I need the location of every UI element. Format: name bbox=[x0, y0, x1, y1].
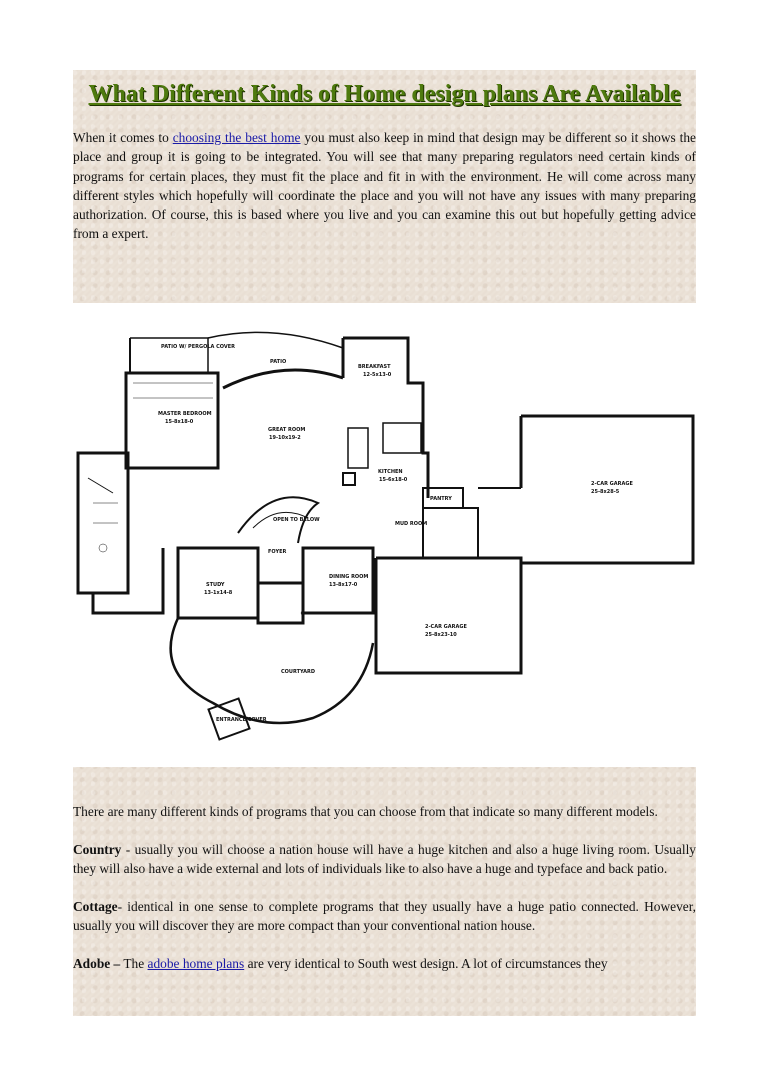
intro-text-end: you must also keep in mind that design may be different so it shows the place and group it is going to be integrated. You will see that many preparing regulators need certain kinds of programs for certain places, they must fit the place and fit in with the environment. He will come across many different styles which hopefully will coordinate the place and you will not have any issues with many preparing authorization. Of course, this is based where you live and you can examine this out but hopefully getting advice from a expert. bbox=[73, 130, 696, 242]
adobe-text-end: are very identical to South west design. A lot of circumstances they bbox=[244, 955, 608, 971]
label-dining: DINING ROOM bbox=[329, 574, 369, 580]
paragraph-cottage bbox=[73, 897, 696, 936]
document-page bbox=[73, 70, 696, 1016]
label-patio: PATIO bbox=[270, 359, 287, 365]
label-breakfast-dim: 12-5x13-0 bbox=[363, 372, 392, 378]
floor-plan-figure bbox=[73, 303, 696, 767]
label-great-dim: 19-10x19-2 bbox=[269, 435, 301, 441]
label-pantry: PANTRY bbox=[430, 496, 452, 502]
label-study: STUDY bbox=[206, 582, 225, 588]
cottage-heading: Cottage bbox=[73, 898, 118, 914]
label-garage-bottom: 2-CAR GARAGE bbox=[425, 624, 467, 630]
label-patio-pergola: PATIO W/ PERGOLA COVER bbox=[161, 344, 236, 350]
label-master-bedroom: MASTER BEDROOM bbox=[158, 411, 212, 417]
floor-plan-labels bbox=[158, 344, 633, 723]
country-text: - usually you will choose a nation house will have a huge kitchen and also a huge living room. Usually they will also have a wide external and lots of individuals like to also have a huge and typeface and back patio. bbox=[73, 841, 696, 877]
paragraph-programs-text: There are many different kinds of programs that you can choose from that indicate so many different models. bbox=[73, 804, 658, 819]
label-mud-room: MUD ROOM bbox=[395, 521, 428, 527]
label-foyer: FOYER bbox=[268, 549, 287, 555]
label-kitchen-dim: 15-6x18-0 bbox=[379, 477, 408, 483]
adobe-text-start: The bbox=[120, 955, 148, 971]
label-open-below: OPEN TO BELOW bbox=[273, 517, 320, 523]
country-heading: Country bbox=[73, 841, 122, 857]
label-breakfast: BREAKFAST bbox=[358, 364, 391, 370]
page-title: What Different Kinds of Home design plans Are Available bbox=[88, 81, 681, 107]
intro-paragraph bbox=[73, 128, 696, 244]
label-study-dim: 13-1x14-8 bbox=[204, 590, 233, 596]
paragraph-country bbox=[73, 840, 696, 879]
label-dining-dim: 13-8x17-0 bbox=[329, 582, 358, 588]
adobe-heading: Adobe – bbox=[73, 955, 121, 971]
label-garage-right-dim: 25-8x28-5 bbox=[591, 489, 620, 495]
label-garage-right: 2-CAR GARAGE bbox=[591, 481, 633, 487]
label-great-room: GREAT ROOM bbox=[268, 427, 306, 433]
adobe-home-plans-link[interactable]: adobe home plans bbox=[147, 955, 245, 971]
label-entrance: ENTRANCE COVER bbox=[216, 717, 267, 723]
paragraph-programs bbox=[73, 802, 696, 821]
label-garage-bottom-dim: 25-8x23-10 bbox=[425, 632, 457, 638]
label-courtyard: COURTYARD bbox=[281, 669, 316, 675]
floor-plan-drawing bbox=[73, 303, 696, 767]
body-content bbox=[73, 802, 696, 992]
cottage-text: - identical in one sense to complete programs that they usually have a huge patio connected. However, usually you will discover they are more compact than your conventional nation house. bbox=[73, 898, 696, 934]
intro-text-start: When it comes to bbox=[73, 130, 173, 145]
label-master-dim: 15-8x18-0 bbox=[165, 419, 194, 425]
label-kitchen: KITCHEN bbox=[378, 469, 403, 475]
paragraph-adobe bbox=[73, 954, 696, 973]
choosing-best-home-link[interactable]: choosing the best home bbox=[172, 130, 301, 145]
